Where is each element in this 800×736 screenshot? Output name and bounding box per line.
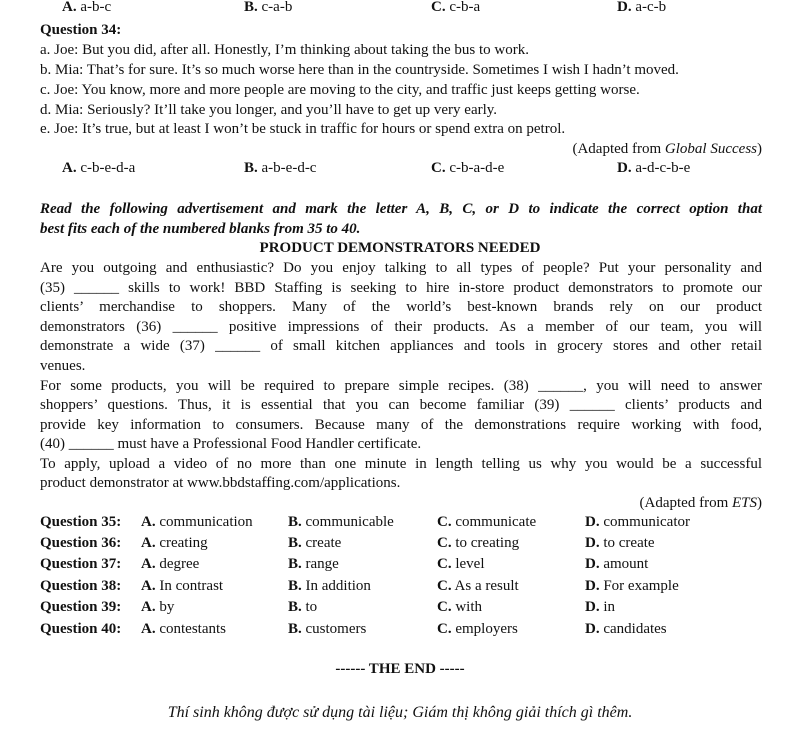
instruction-row-1 xyxy=(0,199,800,219)
question-34-title: Question 34: xyxy=(40,22,122,38)
question-label: Question 40: xyxy=(40,621,122,637)
question-label: Question 39: xyxy=(40,599,122,615)
option-b: B. In addition xyxy=(288,578,371,594)
question-row xyxy=(0,597,800,617)
option-d: D. amount xyxy=(585,556,649,572)
question-row xyxy=(0,619,800,639)
ad-line-row xyxy=(0,415,800,435)
ad-line-row xyxy=(0,297,800,317)
ad-line: venues. xyxy=(40,358,86,374)
ad-source-row xyxy=(0,493,800,513)
ad-line-row xyxy=(0,336,800,356)
option-c: C. level xyxy=(437,556,485,572)
ad-line: demonstrators (36) ______ positive impressions of their products. As a member of our team, you will xyxy=(40,319,762,335)
option-d: D. a-d-c-b-e xyxy=(617,160,691,176)
q34-line-b: b. Mia: That’s for sure. It’s so much worse here than in the countryside. Sometimes I wish I hadn’t moved. xyxy=(40,62,679,78)
option-c: C. c-b-a xyxy=(431,0,481,15)
option-c: C. As a result xyxy=(437,578,519,594)
option-a: A. degree xyxy=(141,556,200,572)
ad-title: PRODUCT DEMONSTRATORS NEEDED xyxy=(259,240,541,256)
ad-line: demonstrate a wide (37) ______ of small kitchen appliances and tools in grocery stores and other retail xyxy=(40,338,762,354)
option-d: D. For example xyxy=(585,578,679,594)
option-c: C. communicate xyxy=(437,514,537,530)
option-c: C. c-b-a-d-e xyxy=(431,160,505,176)
ad-line-row xyxy=(0,376,800,396)
option-c: C. to creating xyxy=(437,535,520,551)
ad-line: Are you outgoing and enthusiastic? Do you enjoy talking to all types of people? Put your personality and xyxy=(40,260,762,276)
option-a: A. creating xyxy=(141,535,208,551)
option-a: A. contestants xyxy=(141,621,226,637)
ad-title-row xyxy=(0,238,800,258)
question-label: Question 36: xyxy=(40,535,122,551)
the-end: ------ THE END ----- xyxy=(335,661,465,677)
option-b: B. range xyxy=(288,556,339,572)
q34-line-row xyxy=(0,100,800,120)
ad-line: (35) ______ skills to work! BBD Staffing is seeking to hire in-store product demonstrators to promote our xyxy=(40,280,762,296)
option-a: A. by xyxy=(141,599,175,615)
option-d: D. to create xyxy=(585,535,655,551)
footer-row xyxy=(0,703,800,723)
q34-line-row xyxy=(0,119,800,139)
instruction-line-2: best fits each of the numbered blanks from 35 to 40. xyxy=(40,221,361,237)
question-34-title-row xyxy=(0,20,800,40)
question-row xyxy=(0,554,800,574)
option-b: B. a-b-e-d-c xyxy=(244,160,317,176)
footer-note: Thí sinh không được sử dụng tài liệu; Giám thị không giải thích gì thêm. xyxy=(167,704,633,721)
ad-line: shoppers’ questions. Thus, it is essential that you can become familiar (39) ______ clients’ products and xyxy=(40,397,762,413)
q34-line-row xyxy=(0,80,800,100)
ad-line-row xyxy=(0,278,800,298)
option-d: D. a-c-b xyxy=(617,0,667,15)
q34-options-row xyxy=(0,158,800,178)
ad-line-row xyxy=(0,454,800,474)
ad-line-row xyxy=(0,434,800,454)
q34-line-row xyxy=(0,60,800,80)
the-end-row xyxy=(0,659,800,679)
question-label: Question 37: xyxy=(40,556,122,572)
option-b: B. c-a-b xyxy=(244,0,293,15)
instruction-row-2 xyxy=(0,219,800,239)
ad-line: (40) ______ must have a Professional Food Handler certificate. xyxy=(40,436,422,452)
option-b: B. create xyxy=(288,535,342,551)
q34-line-d: d. Mia: Seriously? It’ll take you longer, and you’ll have to get up very early. xyxy=(40,102,498,118)
option-c: C. employers xyxy=(437,621,518,637)
instruction-line-1: Read the following advertisement and mark the letter A, B, C, or D to indicate the correct option that xyxy=(40,201,762,217)
option-b: B. customers xyxy=(288,621,367,637)
q34-line-e: e. Joe: It’s true, but at least I won’t be stuck in traffic for hours or spend extra on petrol. xyxy=(40,121,566,137)
ad-line: clients’ merchandise to shoppers. Many of the world’s best-known brands rely on our product xyxy=(40,299,762,315)
option-c: C. with xyxy=(437,599,483,615)
option-b: B. communicable xyxy=(288,514,394,530)
ad-line-row xyxy=(0,356,800,376)
question-row xyxy=(0,576,800,596)
q34-line-c: c. Joe: You know, more and more people are moving to the city, and traffic just keeps getting worse. xyxy=(40,82,640,98)
ad-source: (Adapted from ETS) xyxy=(639,495,762,511)
ad-line-row xyxy=(0,473,800,493)
option-a: A. In contrast xyxy=(141,578,224,594)
q34-line-a: a. Joe: But you did, after all. Honestly, I’m thinking about taking the bus to work. xyxy=(40,42,529,58)
question-label: Question 35: xyxy=(40,514,122,530)
option-d: D. in xyxy=(585,599,616,615)
option-a: A. a-b-c xyxy=(62,0,112,15)
q34-source: (Adapted from Global Success) xyxy=(572,141,762,157)
question-row xyxy=(0,533,800,553)
question-row xyxy=(0,512,800,532)
q34-line-row xyxy=(0,40,800,60)
option-a: A. communication xyxy=(141,514,253,530)
ad-line: product demonstrator at www.bbdstaffing.com/applications. xyxy=(40,475,401,491)
option-d: D. communicator xyxy=(585,514,690,530)
ad-line: To apply, upload a video of no more than one minute in length telling us why you would be a successful xyxy=(40,456,762,472)
ad-line: provide key information to consumers. Because many of the demonstrations require working with food, xyxy=(40,417,762,433)
ad-line: For some products, you will be required to prepare simple recipes. (38) ______, you will need to answer xyxy=(40,378,762,394)
ad-line-row xyxy=(0,317,800,337)
option-a: A. c-b-e-d-a xyxy=(62,160,136,176)
q34-source-row xyxy=(0,139,800,159)
ad-line-row xyxy=(0,258,800,278)
ad-line-row xyxy=(0,395,800,415)
option-b: B. to xyxy=(288,599,318,615)
q33-options-row xyxy=(0,0,800,17)
question-label: Question 38: xyxy=(40,578,122,594)
option-d: D. candidates xyxy=(585,621,667,637)
